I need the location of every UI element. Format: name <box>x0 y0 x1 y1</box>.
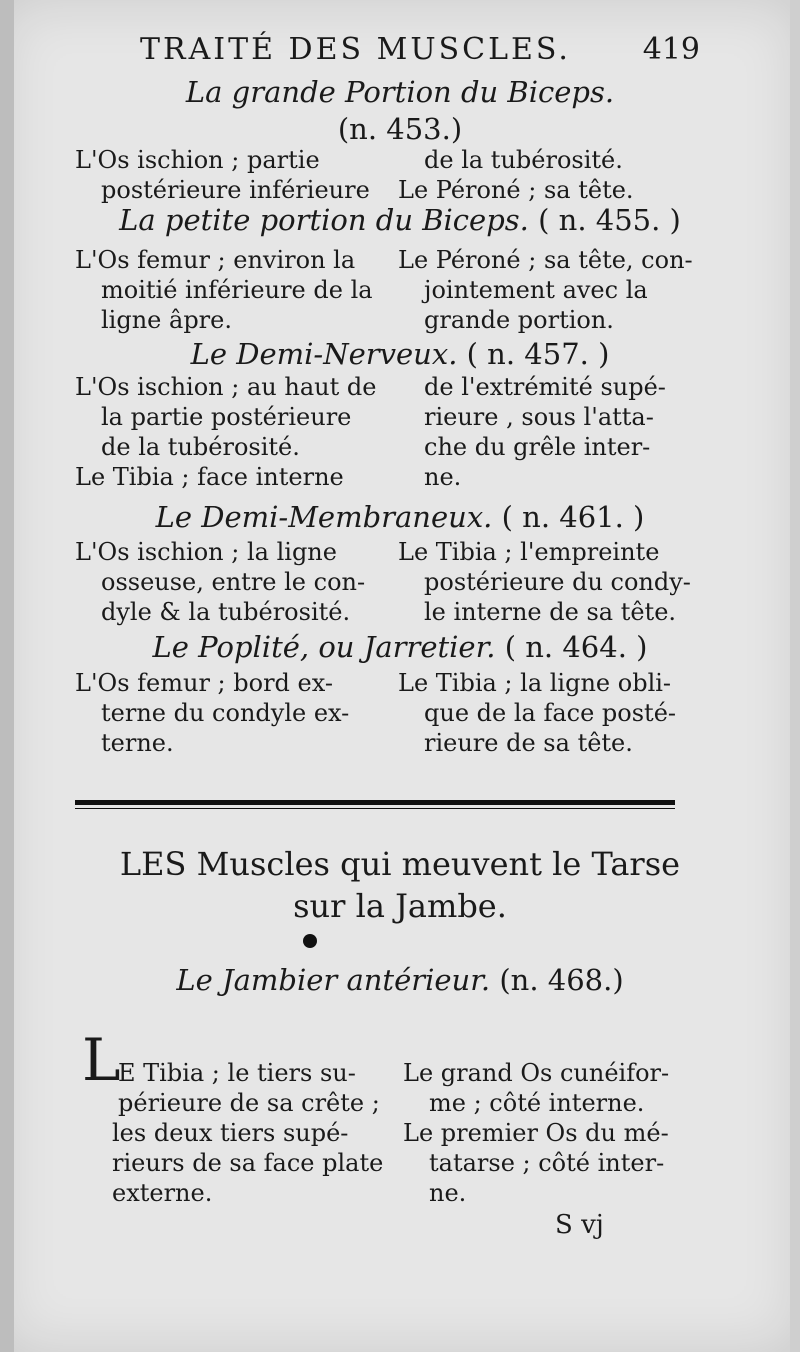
section-heading: Le Jambier antérieur. (n. 468.) <box>176 963 624 997</box>
insertion-column: de la tubérosité. Le Péroné ; sa tête. <box>398 146 634 204</box>
origin-column: L'Os ischion ; au haut de la partie postérieure de la tubérosité. Le Tibia ; face interne <box>75 373 377 491</box>
section-heading: Le Poplité, ou Jarretier. ( n. 464. ) <box>152 630 648 664</box>
section-heading: Le Demi-Membraneux. ( n. 461. ) <box>155 500 645 534</box>
part-title: LES Muscles qui meuvent le Tarse <box>119 845 681 883</box>
insertion-column: Le Péroné ; sa tête, con- jointement avec la grande portion. <box>398 246 693 334</box>
section-heading: La petite portion du Biceps. ( n. 455. ) <box>119 203 681 237</box>
drop-cap: L <box>82 1026 121 1094</box>
page-number: 419 <box>642 32 700 67</box>
insertion-column: Le Tibia ; la ligne obli- que de la face posté- rieure de sa tête. <box>398 669 677 757</box>
section-reference: (n. 453.) <box>337 112 463 146</box>
insertion-column: de l'extrémité supé- rieure , sous l'atta- che du grêle inter- ne. <box>424 373 666 491</box>
section-divider-thin <box>75 808 675 809</box>
running-title: TRAITÉ DES MUSCLES. <box>140 32 571 67</box>
section-heading: La grande Portion du Biceps. <box>185 75 615 109</box>
origin-column: L'Os ischion ; partie postérieure inférieure <box>75 146 370 204</box>
origin-column: L'Os ischion ; la ligne osseuse, entre le con- dyle & la tubérosité. <box>75 538 366 626</box>
part-title-continued: sur la Jambe. <box>293 887 507 925</box>
origin-column: L'Os femur ; environ la moitié inférieure de la ligne âpre. <box>75 246 373 334</box>
signature-mark: S vj <box>555 1210 604 1240</box>
ornament-dot <box>303 934 317 948</box>
section-heading: Le Demi-Nerveux. ( n. 457. ) <box>190 337 610 371</box>
insertion-column: Le grand Os cunéifor- me ; côté interne. Le premier Os du mé- tatarse ; côté inter- ne. <box>403 1059 670 1207</box>
origin-column: L'Os femur ; bord ex- terne du condyle ex- terne. <box>75 669 350 757</box>
section-divider <box>75 800 675 805</box>
origin-column: E Tibia ; le tiers su- périeure de sa crête ; les deux tiers supé- rieurs de sa face plate externe. <box>112 1059 384 1207</box>
insertion-column: Le Tibia ; l'empreinte postérieure du condy- le interne de sa tête. <box>398 538 691 626</box>
